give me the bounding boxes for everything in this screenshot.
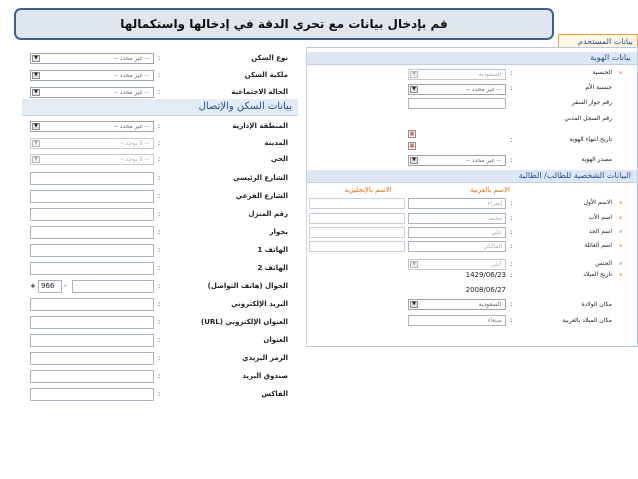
colon: : <box>157 372 161 380</box>
dropdown-icon: ▼ <box>410 157 418 164</box>
mobile-label: الجوال (هاتف التواصل) <box>207 282 288 290</box>
text-input-5[interactable] <box>30 262 154 275</box>
colon: : <box>510 316 513 324</box>
text-row-label-4: الهاتف 1 <box>257 246 288 254</box>
contact-label-3: الرمز البريدي <box>242 354 288 362</box>
mother-nationality-label: جنسية الأم <box>585 84 612 91</box>
id-source-select[interactable]: -- غير محدد -- ▼ <box>408 155 506 166</box>
mobile-input[interactable] <box>72 280 154 293</box>
father-name-ar-input[interactable]: محمد <box>408 213 506 224</box>
required-icon: * <box>619 70 623 78</box>
select-row-label-0: المنطقة الإدارية <box>232 122 288 130</box>
colon: : <box>510 136 513 144</box>
father-name-label: اسم الأب <box>588 214 612 221</box>
nationality-select[interactable]: السعودية ▼ <box>408 69 506 80</box>
identity-section-header: بيانات الهوية <box>307 52 637 65</box>
dropdown-icon: ▼ <box>410 71 418 78</box>
contact-input-2[interactable] <box>30 334 154 347</box>
colon: : <box>510 69 513 77</box>
text-row-label-1: الشارع الفرعي <box>235 192 288 200</box>
colon: : <box>510 214 513 222</box>
contact-label-2: العنوان <box>263 336 288 344</box>
colon: : <box>157 228 161 236</box>
required-icon: * <box>619 215 623 223</box>
col-english-name: الاسم بالإنجليزية <box>344 186 392 194</box>
contact-label-4: صندوق البريد <box>242 372 288 380</box>
id-source-label: مصدر الهوية <box>581 156 612 163</box>
family-name-en-input[interactable] <box>309 241 405 252</box>
housing-select-1[interactable]: -- غير محدد -- ▼ <box>30 70 154 81</box>
colon: : <box>157 71 161 79</box>
colon: : <box>510 300 513 308</box>
top-row-label-1: ملكية السكن <box>244 71 288 79</box>
text-row-label-5: الهاتف 2 <box>257 264 288 272</box>
required-icon: * <box>619 200 623 208</box>
birth-place-input[interactable]: صنعاء <box>408 315 506 326</box>
contact-input-1[interactable] <box>30 316 154 329</box>
top-row-label-0: نوع السكن <box>251 54 288 62</box>
text-input-3[interactable] <box>30 226 154 239</box>
colon: : <box>510 242 513 250</box>
dropdown-icon: ▼ <box>410 86 418 93</box>
colon: : <box>157 155 161 163</box>
text-input-4[interactable] <box>30 244 154 257</box>
colon: : <box>510 260 513 268</box>
first-name-label: الاسم الأول <box>583 199 612 206</box>
grandfather-name-label: اسم الجد <box>588 228 612 235</box>
colon: : <box>157 139 161 147</box>
dropdown-icon: ▼ <box>32 89 40 96</box>
residence-section-header: بيانات السكن والإتصال <box>22 99 298 116</box>
colon: : <box>510 84 513 92</box>
region-select-1[interactable]: -- لا يوجد -- ▼ <box>30 138 154 149</box>
gender-select[interactable]: أنثى ▼ <box>408 259 506 270</box>
birth-date-gregorian[interactable]: 2008/06/27 <box>465 286 506 294</box>
contact-input-3[interactable] <box>30 352 154 365</box>
text-row-label-0: الشارع الرئيسي <box>232 174 288 182</box>
dropdown-icon: ▼ <box>32 55 40 62</box>
personal-section-header: البيانات الشخصية للطالب/ الطالبة <box>307 170 637 183</box>
colon: : <box>510 199 513 207</box>
text-input-0[interactable] <box>30 172 154 185</box>
colon: : <box>510 228 513 236</box>
birth-date-label: تاريخ الميلاد <box>583 271 612 278</box>
dash: - <box>64 282 67 290</box>
calendar-icon[interactable]: ▦ <box>409 143 415 149</box>
housing-select-0[interactable]: -- غير محدد -- ▼ <box>30 53 154 64</box>
contact-label-0: البريد الإلكتروني <box>231 300 288 308</box>
required-icon: * <box>619 229 623 237</box>
dropdown-icon: ▼ <box>32 140 40 147</box>
text-input-2[interactable] <box>30 208 154 221</box>
plus-sign: + <box>30 282 36 290</box>
tab-user-data[interactable]: بيانات المستخدم <box>558 34 638 48</box>
dropdown-icon: ▼ <box>32 123 40 130</box>
text-input-1[interactable] <box>30 190 154 203</box>
civil-record-label: رقم السجل المدني <box>564 115 612 122</box>
colon: : <box>157 210 161 218</box>
grandfather-name-en-input[interactable] <box>309 227 405 238</box>
first-name-ar-input[interactable]: إسراء <box>408 198 506 209</box>
colon: : <box>510 156 513 164</box>
dropdown-icon: ▼ <box>32 156 40 163</box>
colon: : <box>157 282 161 290</box>
colon: : <box>157 122 161 130</box>
contact-input-4[interactable] <box>30 370 154 383</box>
required-icon: * <box>619 272 623 280</box>
text-row-label-3: بجوار <box>269 228 288 236</box>
colon: : <box>157 174 161 182</box>
gender-label: الجنس <box>595 260 612 267</box>
required-icon: * <box>619 261 623 269</box>
colon: : <box>157 246 161 254</box>
nationality-label: الجنسية <box>592 69 612 76</box>
mother-nationality-select[interactable]: -- غير محدد -- ▼ <box>408 84 506 95</box>
housing-select-2[interactable]: -- غير محدد -- ▼ <box>30 87 154 98</box>
colon: : <box>157 336 161 344</box>
birth-country-label: مكان الولادة <box>581 301 612 308</box>
text-row-label-2: رقم المنزل <box>248 210 288 218</box>
dropdown-icon: ▼ <box>410 301 418 308</box>
colon: : <box>157 88 161 96</box>
select-row-label-2: الحي <box>270 155 288 163</box>
birth-date-hijri[interactable]: 1429/06/23 <box>465 271 506 279</box>
colon: : <box>157 192 161 200</box>
col-arabic-name: الاسم بالعربية <box>470 186 510 194</box>
first-name-en-input[interactable] <box>309 198 405 209</box>
father-name-en-input[interactable] <box>309 213 405 224</box>
colon: : <box>157 300 161 308</box>
dropdown-icon: ▼ <box>410 261 418 268</box>
contact-input-5[interactable] <box>30 388 154 401</box>
colon: : <box>157 390 161 398</box>
grandfather-name-ar-input[interactable]: علي <box>408 227 506 238</box>
colon: : <box>157 318 161 326</box>
birth-country-select[interactable]: السعودية ▼ <box>408 299 506 310</box>
colon: : <box>157 264 161 272</box>
colon: : <box>157 354 161 362</box>
region-select-0[interactable]: -- غير محدد -- ▼ <box>30 121 154 132</box>
calendar-icon[interactable]: ▦ <box>409 131 415 137</box>
passport-input[interactable] <box>408 98 506 109</box>
country-code-input[interactable]: 966 <box>38 280 62 293</box>
colon: : <box>157 54 161 62</box>
family-name-ar-input[interactable]: المالكي <box>408 241 506 252</box>
contact-label-5: الفاكس <box>261 390 288 398</box>
family-name-label: اسم العائلة <box>584 242 612 249</box>
page-banner: قم بإدخال بيانات مع تحري الدقة في إدخالها واستكمالها <box>14 8 554 40</box>
contact-label-1: العنوان الإلكتروني (URL) <box>200 318 288 326</box>
contact-input-0[interactable] <box>30 298 154 311</box>
dropdown-icon: ▼ <box>32 72 40 79</box>
birth-place-label: مكان الميلاد بالعربية <box>562 317 612 324</box>
region-select-2[interactable]: -- لا يوجد -- ▼ <box>30 154 154 165</box>
colon: : <box>510 271 513 279</box>
passport-label: رقم جواز السفر <box>571 99 612 106</box>
id-expiry-label: تاريخ انتهاء الهوية <box>569 136 612 143</box>
required-icon: * <box>619 243 623 251</box>
select-row-label-1: المدينة <box>264 139 288 147</box>
top-row-label-2: الحالة الاجتماعية <box>231 88 288 96</box>
